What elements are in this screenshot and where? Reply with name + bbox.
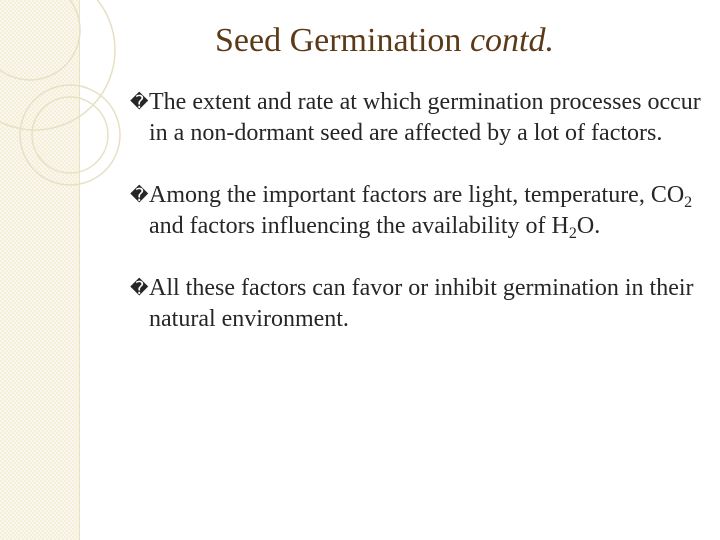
slide-title [215,22,554,60]
bullet-item-favor-inhibit [130,273,710,335]
title-italic-text: contd. [469,22,554,59]
bullet-text-part-a: Among the important factors are light, temperature, CO [149,182,685,208]
decor-circle-inner [32,97,108,173]
h2o-subscript: 2 [568,225,577,242]
bullet-text: All these factors can favor or inhibit germination in their natural environment. [149,275,694,332]
bullet-text: The extent and rate at which germination processes occur in a non-dormant seed are affected by a lot of factors. [149,89,701,146]
bullet-list [130,87,710,335]
decor-circle-medium [0,0,80,80]
bullet-marker-icon: � [130,278,149,299]
bullet-marker-icon: � [130,185,149,206]
bullet-item-germination-factors [130,87,710,149]
co2-subscript: 2 [684,194,693,211]
bullet-text-part-c: O. [576,213,601,239]
decor-circle-small [20,85,120,185]
decor-circle-large [0,0,115,130]
bullet-text-part-b: and factors influencing the availability of H [149,213,569,239]
bullet-item-important-factors [130,180,710,242]
bullet-marker-icon: � [130,92,149,113]
title-main-text: Seed Germination [215,22,470,59]
